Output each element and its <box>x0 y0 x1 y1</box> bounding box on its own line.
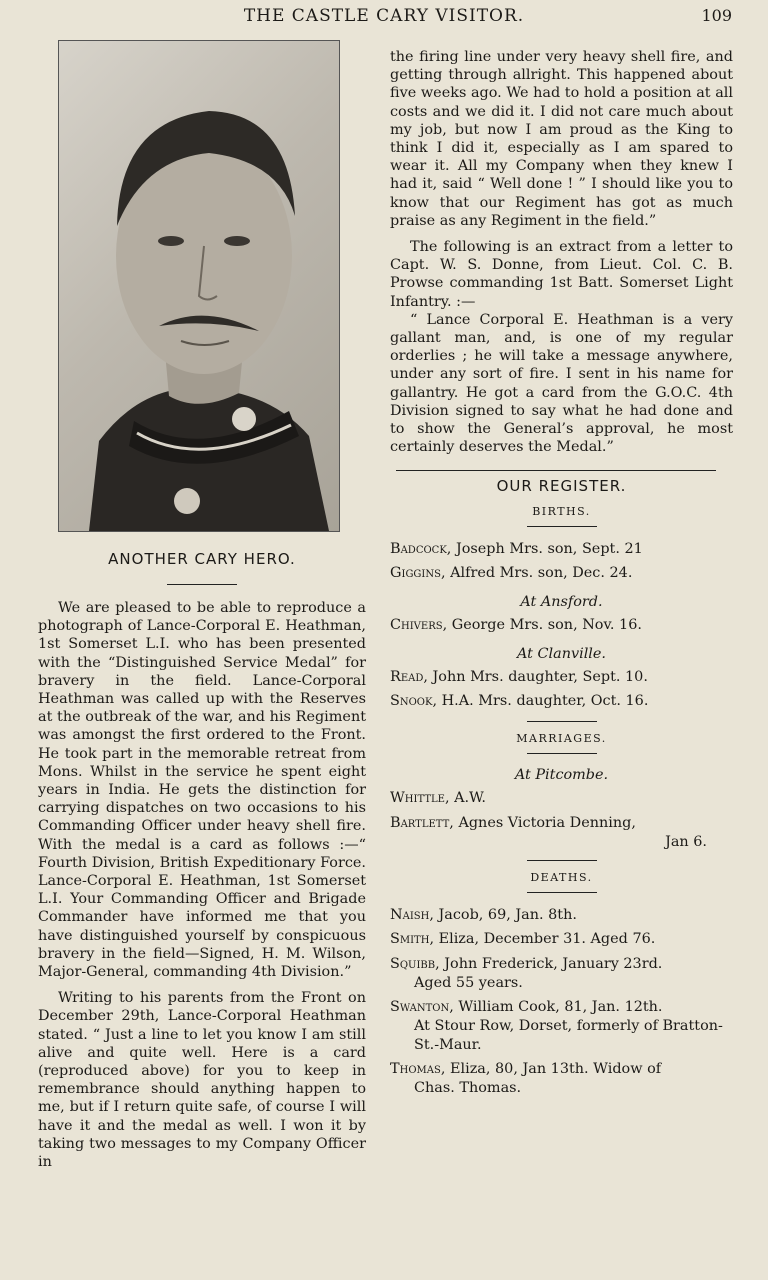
register-entry: Snook, H.A. Mrs. daughter, Oct. 16. <box>390 693 649 710</box>
divider <box>527 892 597 893</box>
running-title: THE CASTLE CARY VISITOR. <box>243 6 525 26</box>
register-entry: Bartlett, Agnes Victoria Denning, Jan 6. <box>390 815 707 851</box>
letter-extract: “ Lance Corporal E. Heathman is a very gallant man, and, is one of my regular orderlies ; he will take a message anywhere, under any sort of fire. I sent in his name for gallantry. He got a card from the G.O.C. 4th Division signed to say what he had done and to show the General’s approval, he most certainly deserves the Medal.” <box>390 311 733 456</box>
page-number: 109 <box>701 6 732 25</box>
divider <box>527 753 597 754</box>
divider <box>167 584 237 585</box>
register-entry: Giggins, Alfred Mrs. son, Dec. 24. <box>390 565 633 582</box>
register-entry: Naish, Jacob, 69, Jan. 8th. <box>390 907 577 924</box>
divider <box>396 470 716 471</box>
left-column <box>38 40 366 1171</box>
article-paragraph: We are pleased to be able to reproduce a photograph of Lance-Corporal E. Heathman, 1st Somerset L.I. who has been presented with the “Distinguished Service Medal” for bravery in the field. Lance-Corporal Heathman was called up with the Reserves at the outbreak of the war, and his Regiment was amongst the first ordered to the Front. He took part in the memorable retreat from Mons. Whilst in the service he spent eight years in India. He gets the distinction for carrying dispatches on two occasions to his Commanding Officer under heavy shell fire. With the medal is a card as follows :—“ Fourth Division, British Expeditionary Force. Lance-Corporal E. Heathman, 1st Somerset L.I. Your Commanding Officer and Brigade Commander have informed me that you have distinguished yourself by conspicuous bravery in the field—Signed, H. M. Wilson, Major-General, commanding 4th Division.” <box>38 600 366 981</box>
register-entry: Read, John Mrs. daughter, Sept. 10. <box>390 669 648 686</box>
portrait-photo <box>58 40 340 532</box>
register-entry: Smith, Eliza, December 31. Aged 76. <box>390 931 656 948</box>
divider <box>527 721 597 722</box>
register-entry: Chivers, George Mrs. son, Nov. 16. <box>390 617 642 634</box>
place-heading: At Pitcombe. <box>514 767 609 784</box>
register-entry: Thomas, Eliza, 80, Jan 13th. Widow of Chas. Thomas. <box>390 1061 662 1097</box>
place-heading: At Clanville. <box>517 646 606 663</box>
article-headline: ANOTHER CARY HERO. <box>108 550 296 568</box>
right-column <box>390 48 733 1103</box>
soldier-portrait-illustration <box>59 41 339 531</box>
divider <box>527 526 597 527</box>
births-heading: BIRTHS. <box>532 505 591 519</box>
register-entry: Swanton, William Cook, 81, Jan. 12th. At Stour Row, Dorset, formerly of Bratton-St.-Maur. <box>390 999 723 1054</box>
register-entry: Badcock, Joseph Mrs. son, Sept. 21 <box>390 541 643 558</box>
marriages-heading: MARRIAGES. <box>516 732 607 746</box>
deaths-heading: DEATHS. <box>530 871 593 885</box>
register-entry: Whittle, A.W. <box>390 790 486 807</box>
divider <box>527 860 597 861</box>
place-heading: At Ansford. <box>520 594 603 611</box>
article-continuation: The following is an extract from a letter to Capt. W. S. Donne, from Lieut. Col. C. B. Prowse commanding 1st Batt. Somerset Light Infantry. :— <box>390 239 733 310</box>
article-paragraph: Writing to his parents from the Front on December 29th, Lance-Corporal Heathman stated. “ Just a line to let you know I am still alive and quite well. Here is a card (reproduced above) for you to keep in remembrance should anything happen to me, but if I return quite safe, of course I will have it and the medal as well. I won it by taking two messages to my Company Officer in <box>38 990 366 1171</box>
register-entry: Squibb, John Frederick, January 23rd. Aged 55 years. <box>390 956 663 992</box>
page-header <box>0 6 768 30</box>
register-title: OUR REGISTER. <box>496 477 627 496</box>
article-continuation: the firing line under very heavy shell fire, and getting through allright. This happened about five weeks ago. We had to hold a position at all costs and we did it. I did not care much about my job, but now I am proud as the King to think I did it, especially as I am spared to wear it. All my Company when they knew I had it, said “ Well done ! ” I should like you to know that our Regiment has got as much praise as any Regiment in the field.” <box>390 49 733 229</box>
